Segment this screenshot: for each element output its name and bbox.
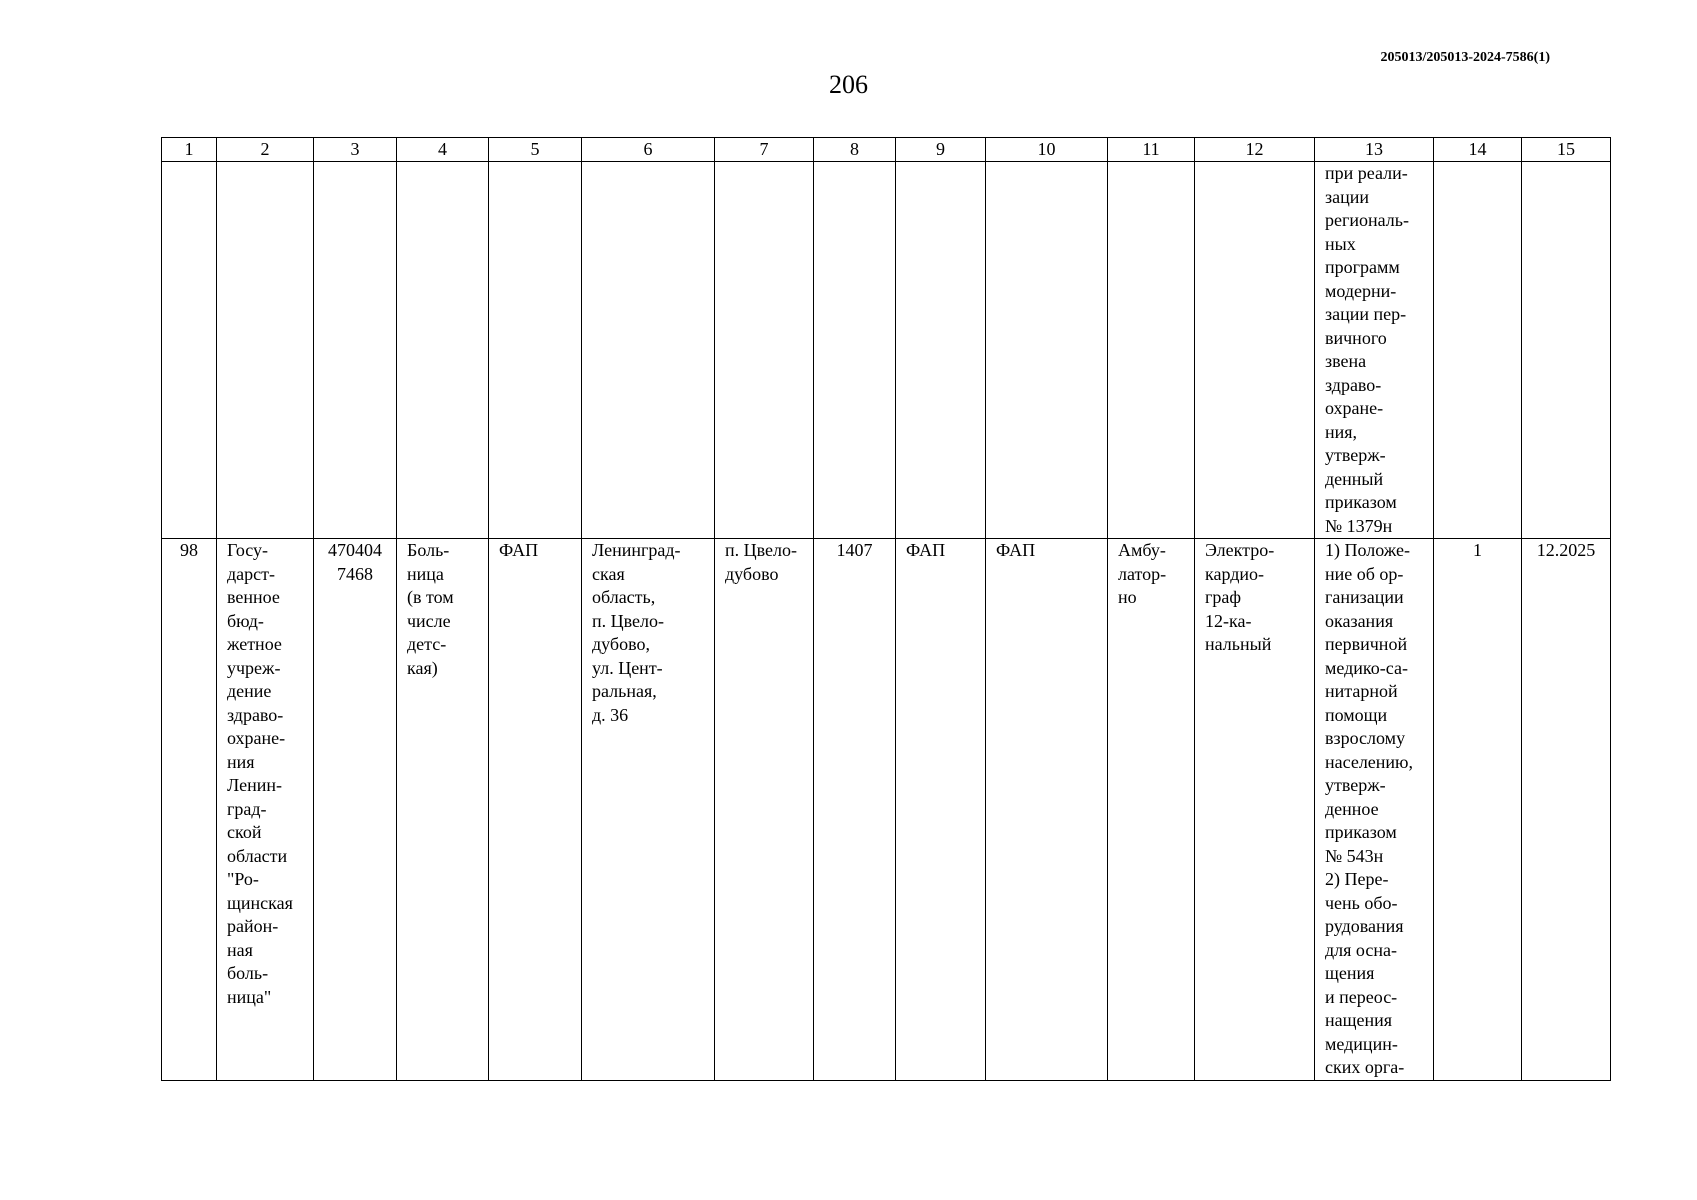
- document-id: 205013/205013-2024-7586(1): [1380, 50, 1550, 65]
- column-header: 10: [986, 138, 1108, 162]
- unit-cell: ФАП: [896, 539, 986, 1081]
- table-cell: [397, 162, 489, 539]
- care-conditions-cell: Амбу- латор- но: [1108, 539, 1195, 1081]
- table-cell: [986, 162, 1108, 539]
- column-header: 12: [1195, 138, 1315, 162]
- column-header: 6: [582, 138, 715, 162]
- population-cell: 1407: [814, 539, 896, 1081]
- column-header: 5: [489, 138, 582, 162]
- legal-basis-cell: при реали- зации региональ- ных программ модерни- зации пер- вичного звена здраво- охране- ния, утверж- денный приказом № 1379н: [1315, 162, 1434, 539]
- table-cell: [715, 162, 814, 539]
- table-cell: [896, 162, 986, 539]
- organization-cell: Госу- дарст- венное бюд- жетное учреж- дение здраво- охране- ния Ленин- град- ской области "Ро- щинская район- ная боль- ница": [217, 539, 314, 1081]
- column-header: 3: [314, 138, 397, 162]
- facility-type-cell: Боль- ница (в том числе детс- кая): [397, 539, 489, 1081]
- table-cell: [1522, 162, 1611, 539]
- legal-basis-cell: 1) Положе- ние об ор- ганизации оказания первичной медико-са- нитарной помощи взрослому населению, утверж- денное приказом № 543н 2) Пере- чень обо- рудования для осна- щения и переос- нащения медицин- ских орга-: [1315, 539, 1434, 1081]
- table-cell: [1108, 162, 1195, 539]
- table-cell: [814, 162, 896, 539]
- row-number-cell: 98: [162, 539, 217, 1081]
- page-number: 206: [829, 70, 868, 99]
- table-cell: [217, 162, 314, 539]
- table-cell: [1434, 162, 1522, 539]
- table-row-98: [162, 539, 1611, 1081]
- column-header: 8: [814, 138, 896, 162]
- column-header: 1: [162, 138, 217, 162]
- table-cell: [582, 162, 715, 539]
- equipment-cell: Электро- кардио- граф 12-ка- нальный: [1195, 539, 1315, 1081]
- inn-cell: 470404 7468: [314, 539, 397, 1081]
- settlement-cell: п. Цвело- дубово: [715, 539, 814, 1081]
- department-cell: ФАП: [986, 539, 1108, 1081]
- column-number-row: [162, 138, 1611, 162]
- column-header: 9: [896, 138, 986, 162]
- column-header: 2: [217, 138, 314, 162]
- data-table: [161, 137, 1611, 1081]
- column-header: 13: [1315, 138, 1434, 162]
- column-header: 14: [1434, 138, 1522, 162]
- column-header: 4: [397, 138, 489, 162]
- table-cell: [489, 162, 582, 539]
- table-cell: [162, 162, 217, 539]
- unit-type-cell: ФАП: [489, 539, 582, 1081]
- table-cell: [314, 162, 397, 539]
- table-row-continuation: [162, 162, 1611, 539]
- date-cell: 12.2025: [1522, 539, 1611, 1081]
- column-header: 11: [1108, 138, 1195, 162]
- quantity-cell: 1: [1434, 539, 1522, 1081]
- table-cell: [1195, 162, 1315, 539]
- column-header: 7: [715, 138, 814, 162]
- column-header: 15: [1522, 138, 1611, 162]
- address-cell: Ленинград- ская область, п. Цвело- дубово, ул. Цент- ральная, д. 36: [582, 539, 715, 1081]
